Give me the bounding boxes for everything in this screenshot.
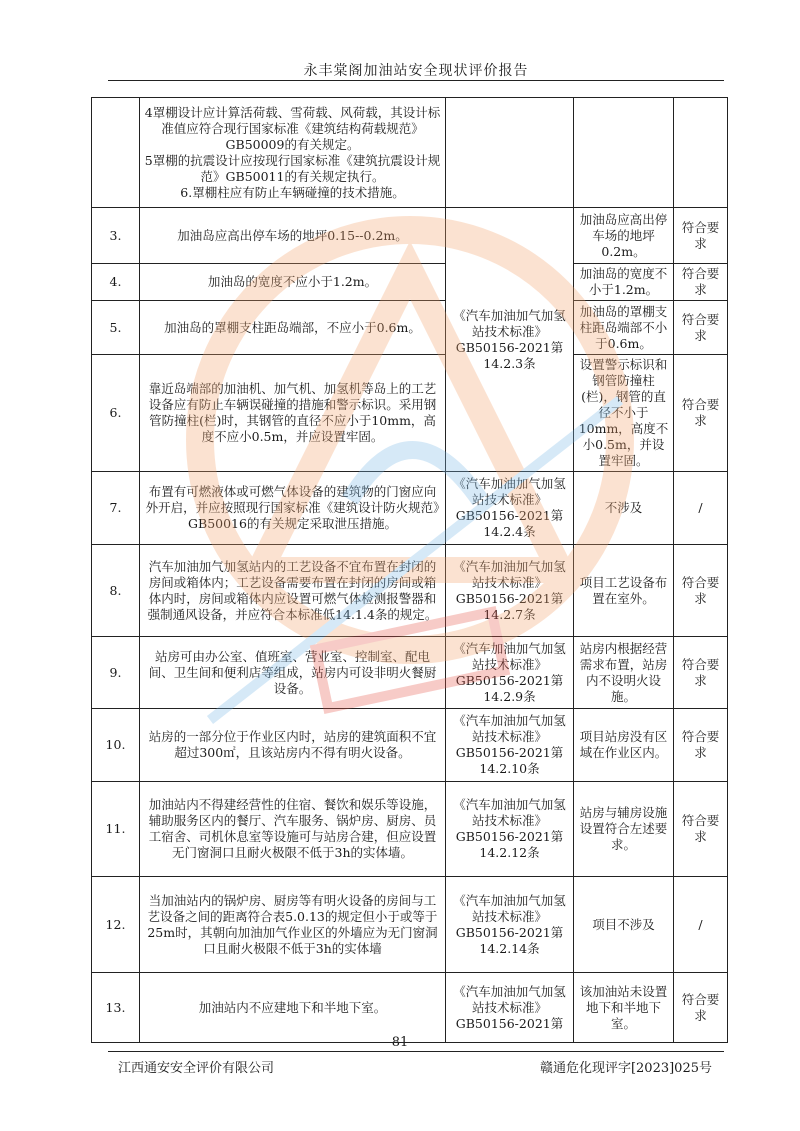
requirement-cell: 加油站内不应建地下和半地下室。 [140,973,446,1043]
table-row [92,973,728,1043]
status-cell: 项目站房没有区域在作业区内。 [574,709,674,782]
requirement-cell: 加油站内不得建经营性的住宿、餐饮和娱乐等设施，辅助服务区内的餐厅、汽车服务、锅炉房、厨房、员工宿舍、司机休息室等设施可与站房合建，但应设置无门窗洞口且耐火极限不低于3h的实体墙。 [140,782,446,877]
requirement-cell: 加油岛的罩棚支柱距岛端部，不应小于0.6m。 [140,301,446,355]
table-row [92,877,728,973]
row-number: 7. [92,472,140,545]
table-row [92,782,728,877]
table-row [92,709,728,782]
requirement-cell: 靠近岛端部的加油机、加气机、加氢机等岛上的工艺设备应有防止车辆误碰撞的措施和警示标识。采用钢管防撞柱(栏)时，其钢管的直径不应小于10mm，高度不应小0.5m，并应设置牢固。 [140,355,446,472]
status-cell: 加油岛的罩棚支柱距岛端部不小于0.6m。 [574,301,674,355]
status-cell: 站房与辅房设施设置符合左述要求。 [574,782,674,877]
result-cell: 符合要求 [674,782,728,877]
result-cell: / [674,877,728,973]
page-header-title: 永丰棠阁加油站安全现状评价报告 [303,63,529,79]
footer-document-number: 赣通危化现评字[2023]025号 [539,1061,712,1076]
status-cell: 项目工艺设备布置在室外。 [574,545,674,637]
basis-cell: 《汽车加油加气加氢站技术标准》GB50156-2021第14.2.3条 [446,208,574,472]
basis-cell: 《汽车加油加气加氢站技术标准》GB50156-2021第14.2.10条 [446,709,574,782]
basis-cell: 《汽车加油加气加氢站技术标准》GB50156-2021第14.2.12条 [446,782,574,877]
row-number: 8. [92,545,140,637]
requirement-cell: 加油岛应高出停车场的地坪0.15--0.2m。 [140,208,446,264]
row-number: 9. [92,637,140,709]
status-cell: 项目不涉及 [574,877,674,973]
status-cell: 该加油站未设置地下和半地下室。 [574,973,674,1043]
table-row [92,637,728,709]
basis-cell: 《汽车加油加气加氢站技术标准》GB50156-2021第 [446,973,574,1043]
page-number: 81 [391,1035,409,1050]
requirement-cell [140,98,446,208]
row-number: 11. [92,782,140,877]
header-rule [108,80,724,81]
result-cell [674,98,728,208]
result-cell: 符合要求 [674,264,728,301]
requirement-cell: 当加油站内的锅炉房、厨房等有明火设备的房间与工艺设备之间的距离符合表5.0.13的规定但小于或等于25m时，其朝向加油加气作业区的外墙应为无门窗洞口且耐火极限不低于3h的实体墙 [140,877,446,973]
requirement-cell: 加油岛的宽度不应小于1.2m。 [140,264,446,301]
result-cell: / [674,472,728,545]
status-cell: 加油岛的宽度不小于1.2m。 [574,264,674,301]
table-row [92,301,728,355]
status-cell: 加油岛应高出停车场的地坪0.2m。 [574,208,674,264]
row-number: 6. [92,355,140,472]
status-cell: 不涉及 [574,472,674,545]
basis-cell: 《汽车加油加气加氢站技术标准》GB50156-2021第14.2.4条 [446,472,574,545]
status-cell [574,98,674,208]
requirement-cell: 站房的一部分位于作业区内时，站房的建筑面积不宜超过300㎡，且该站房内不得有明火设备。 [140,709,446,782]
row-number: 5. [92,301,140,355]
row-number: 3. [92,208,140,264]
requirement-cell: 汽车加油加气加氢站内的工艺设备不宜布置在封闭的房间或箱体内；工艺设备需要布置在封闭的房间或箱体内时，房间或箱体内应设置可燃气体检测报警器和强制通风设备，并应符合本标准低14.1.4条的规定。 [140,545,446,637]
basis-cell: 《汽车加油加气加氢站技术标准》GB50156-2021第14.2.9条 [446,637,574,709]
result-cell: 符合要求 [674,355,728,472]
result-cell: 符合要求 [674,709,728,782]
requirement-text: 4罩棚设计应计算活荷载、雪荷载、风荷载，其设计标准值应符合现行国家标准《建筑结构荷载规范》GB50009的有关规定。 5罩棚的抗震设计应按现行国家标准《建筑抗震设计规范》GB50011的有关规定执行。 6.罩棚柱应有防止车辆碰撞的技术措施。 [144,104,441,200]
evaluation-table [91,97,728,1043]
status-cell: 设置警示标识和钢管防撞柱(栏)，钢管的直径不小于10mm，高度不小0.5m，并设置牢固。 [574,355,674,472]
row-number: 12. [92,877,140,973]
table-row [92,545,728,637]
result-cell: 符合要求 [674,545,728,637]
row-number [92,98,140,208]
footer-company: 江西通安安全评价有限公司 [118,1061,275,1076]
result-cell: 符合要求 [674,973,728,1043]
table-row [92,472,728,545]
row-number: 13. [92,973,140,1043]
result-cell: 符合要求 [674,301,728,355]
result-cell: 符合要求 [674,208,728,264]
basis-cell: 《汽车加油加气加氢站技术标准》GB50156-2021第14.2.7条 [446,545,574,637]
table-row [92,208,728,264]
footer-rule [108,1051,724,1052]
result-cell: 符合要求 [674,637,728,709]
basis-cell: 《汽车加油加气加氢站技术标准》GB50156-2021第14.2.14条 [446,877,574,973]
table-row [92,355,728,472]
requirement-cell: 站房可由办公室、值班室、营业室、控制室、配电间、卫生间和便利店等组成，站房内可设非明火餐厨设备。 [140,637,446,709]
status-cell: 站房内根据经营需求布置，站房内不设明火设施。 [574,637,674,709]
row-number: 10. [92,709,140,782]
row-number: 4. [92,264,140,301]
requirement-cell: 布置有可燃液体或可燃气体设备的建筑物的门窗应向外开启，并应按照现行国家标准《建筑设计防火规范》GB50016的有关规定采取泄压措施。 [140,472,446,545]
basis-cell [446,98,574,208]
table-row [92,264,728,301]
table-row [92,98,728,208]
